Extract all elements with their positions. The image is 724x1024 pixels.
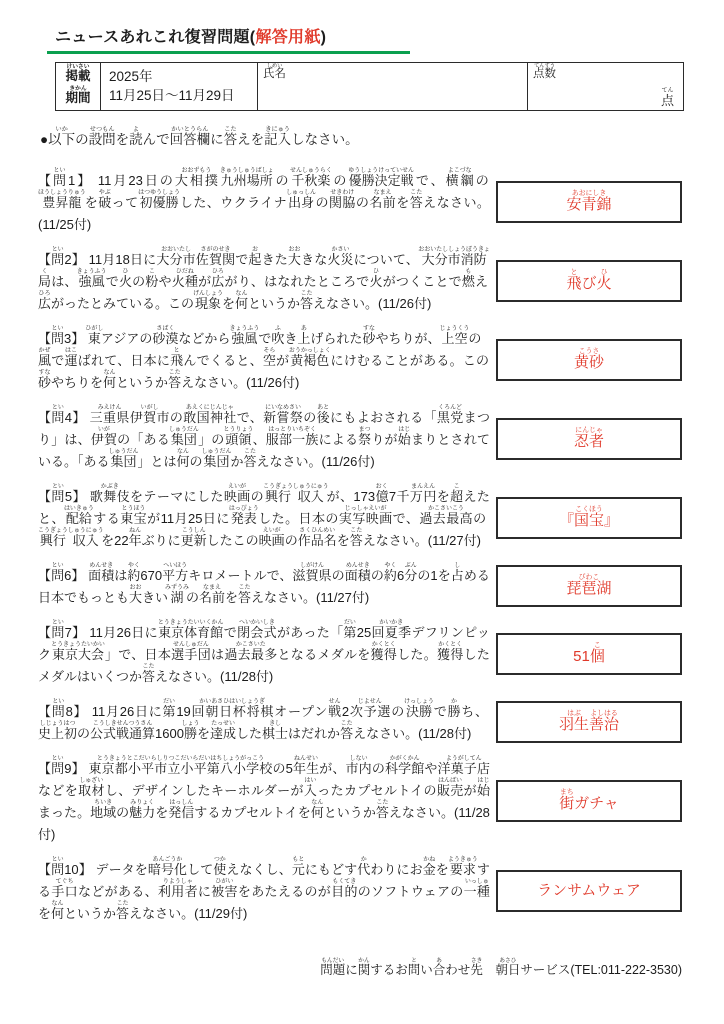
question-text: 【問とい7】 11月26日に東京体育館とうきょうたいいくかんで閉会式へいかいしきがあった「第だい25回夏季かいかきデフリンピック東京大会とうきょうたいかい」で、日本選手団せんしゅだんは過去最多かこさいたとなるメダルを獲得かくとくした。獲得かくとくしたメダルはいくつか答こたえなさい。(11/28付) bbox=[38, 620, 490, 684]
period-value-cell bbox=[101, 63, 258, 111]
period-label-cell bbox=[56, 63, 101, 111]
answer-text: 羽生はぶ善治よしはる bbox=[558, 710, 620, 734]
answer-box bbox=[496, 780, 682, 822]
question-text: 【問とい4】 三重県みえけん伊賀市いがしの敢国神社あえくにじんじゃで、新嘗祭にいなめさいの後あとにもよおされる「黒党くろんどまつり」は、伊賀いがの「ある集団しゅうだん」の頭領とうりょう、服部一族はっとりいちぞくによる祭まつりが始はじまりとされている。「ある集団しゅうだん」とは何なんの集団しゅうだんか答こたえなさい。(11/26付) bbox=[38, 405, 490, 469]
instruction-text: ●以下いかの設問せつもんを読よんで回答欄かいとうらんに答こたえを記入きにゅうしなさい。 bbox=[40, 126, 359, 147]
answer-box bbox=[496, 870, 682, 912]
question-row-4 bbox=[38, 405, 684, 473]
question-row-6 bbox=[38, 563, 684, 609]
question-row-8 bbox=[38, 699, 684, 745]
score-label: 点数てんすう bbox=[533, 63, 556, 80]
page-title bbox=[47, 24, 410, 54]
answer-box bbox=[496, 181, 682, 223]
period-year: 2025年 bbox=[109, 69, 153, 85]
question-text: 【問とい3】 東ひがしアジアの砂漠さばくなどから強風きょうふうで吹ふき上あげられた砂すなやちりが、上空じょうくうの風かぜで運はこばれて、日本に飛とんでくると、空そらが黄褐色おうかっしょくにけむることがある。この砂すなやちりを何なんというか答こたえなさい。(11/26付) bbox=[38, 326, 490, 390]
question-text: 【問とい10】 データを暗号化あんごうかして使つかえなくし、元もとにもどす代かわりにお金かねを要求ようきゅうする手口てぐちなどがある、利用者りようしゃに被害ひがいをあたえるのが目的もくてきのソフトウェアの一種いっしゅを何なんというか答こたえなさい。(11/29付) bbox=[38, 857, 490, 921]
header-table-row bbox=[56, 63, 684, 111]
period-label-line2: 期間きかん bbox=[65, 86, 91, 106]
title-highlight: 解答用紙 bbox=[255, 29, 321, 46]
answer-text: 街まちガチャ bbox=[559, 789, 619, 813]
question-text: 【問とい6】 面積めんせきは約やく670平方へいほうキロメートルで、滋賀県しがけんの面積めんせきの約やく6分ぶんの1を占しめる日本でもっとも大おおきい湖みずうみの名前なまえを答こたえなさい。(11/27付) bbox=[38, 563, 490, 605]
answer-box bbox=[496, 418, 682, 460]
question-text: 【問とい2】 11月18日に大分市おおいたし佐賀関さがのせきで起おきた大おおきな火災かさいについて、大分市消防局おおいたししょうぼうきょくは、強風きょうふうで火ひの粉こや火種ひだねが広ひろがり、はなれたところで火ひがつくことで燃もえ広ひろがったとみている。この現象げんしょうを何なんというか答こたえなさい。(11/26付) bbox=[38, 247, 490, 311]
period-dates: 11月25日～11月29日 bbox=[109, 88, 235, 104]
answer-text: ランサムウェア bbox=[537, 882, 641, 900]
question-row-5 bbox=[38, 484, 684, 552]
answer-text: 忍者にんじゃ bbox=[573, 427, 604, 451]
name-label: 氏名しめい bbox=[263, 63, 286, 80]
footer-contact: 問題もんだいに関かんするお問とい合あわせ先さき 朝日あさひサービス(TEL:011-222-3530) bbox=[320, 958, 682, 977]
question-row-1 bbox=[38, 168, 684, 236]
question-row-3 bbox=[38, 326, 684, 394]
answer-box bbox=[496, 260, 682, 302]
question-row-7 bbox=[38, 620, 684, 688]
answer-box bbox=[496, 497, 682, 539]
answer-text: 安青錦あおにしき bbox=[566, 190, 612, 214]
question-text: 【問とい8】 11月26日に第だい19回朝日杯将棋かいあさひはいしょうぎオープン戦せん2次予選じよせんの決勝けっしょうで勝かち、史上初しじょうはつの公式戦通算こうしきせんつうさん1600勝しょうを達成たっせいした棋士きしはだれか答こたえなさい。(11/28付) bbox=[38, 699, 489, 741]
name-field-cell bbox=[258, 63, 528, 111]
question-row-2 bbox=[38, 247, 684, 315]
answer-box bbox=[496, 701, 682, 743]
header-table bbox=[55, 62, 684, 111]
period-label-line1: 掲載けいさい bbox=[65, 64, 91, 83]
answer-text: 黄砂こうさ bbox=[573, 348, 604, 372]
question-text: 【問とい9】 東京都小平市立小平第八小学校とうきょうとこだいらしりつこだいらだいはちしょうがっこうの5年生ねんせいが、市内しないの科学館かがくかんや洋菓子店ようがしてんなどを取材しゅざいし、デザインしたキーホルダーが入はいったカプセルトイの販売はんばいが始はじまった。地域ちいきの魅力みりょくを発信はっしんするカプセルトイを何なんというか答こたえなさい。(11/28付) bbox=[38, 756, 490, 842]
answer-box bbox=[496, 339, 682, 381]
question-text: 【問とい1】 11月23日の大相撲おおずもう九州場所きゅうしゅうばしょの千秋楽せんしゅうらくの優勝決定戦ゆうしょうけっていせんで、横綱よこづなの豊昇龍ほうしょうりゅうを破やぶって初優勝はつゆうしょうした、ウクライナ出身しゅっしんの関脇せきわけの名前なまえを答こたえなさい。(11/25付) bbox=[38, 168, 490, 232]
answer-box bbox=[496, 565, 682, 607]
score-field-cell bbox=[528, 63, 684, 111]
question-list bbox=[38, 168, 684, 936]
question-row-9 bbox=[38, 756, 684, 846]
answer-box bbox=[496, 633, 682, 675]
title-close: ) bbox=[320, 29, 327, 46]
answer-text: 琵琶湖びわこ bbox=[566, 574, 612, 598]
title-main: ニュースあれこれ復習問題( bbox=[55, 29, 256, 46]
question-text: 【問とい5】 歌舞伎かぶきをテーマにした映画えいがの興行こうぎょう収入しゅうにゅうが、173億おく7千万円まんえんを超こえたと、配給はいきゅうする東宝とうほうが11月25日に発表はっぴょうした。日本の実写映画じっしゃえいがで、過去最高かこさいこうの興行こうぎょう収入しゅうにゅうを22年ねんぶりに更新こうしんしたこの映画えいがの作品名さくひんめいを答こたえなさい。(11/27付) bbox=[38, 484, 490, 548]
question-row-10 bbox=[38, 857, 684, 925]
answer-text: 飛とび火ひ bbox=[566, 269, 612, 293]
answer-text: 『国宝こくほう』 bbox=[558, 506, 620, 530]
answer-text: 51個こ bbox=[573, 642, 605, 666]
score-unit-label: 点てん bbox=[660, 87, 674, 108]
